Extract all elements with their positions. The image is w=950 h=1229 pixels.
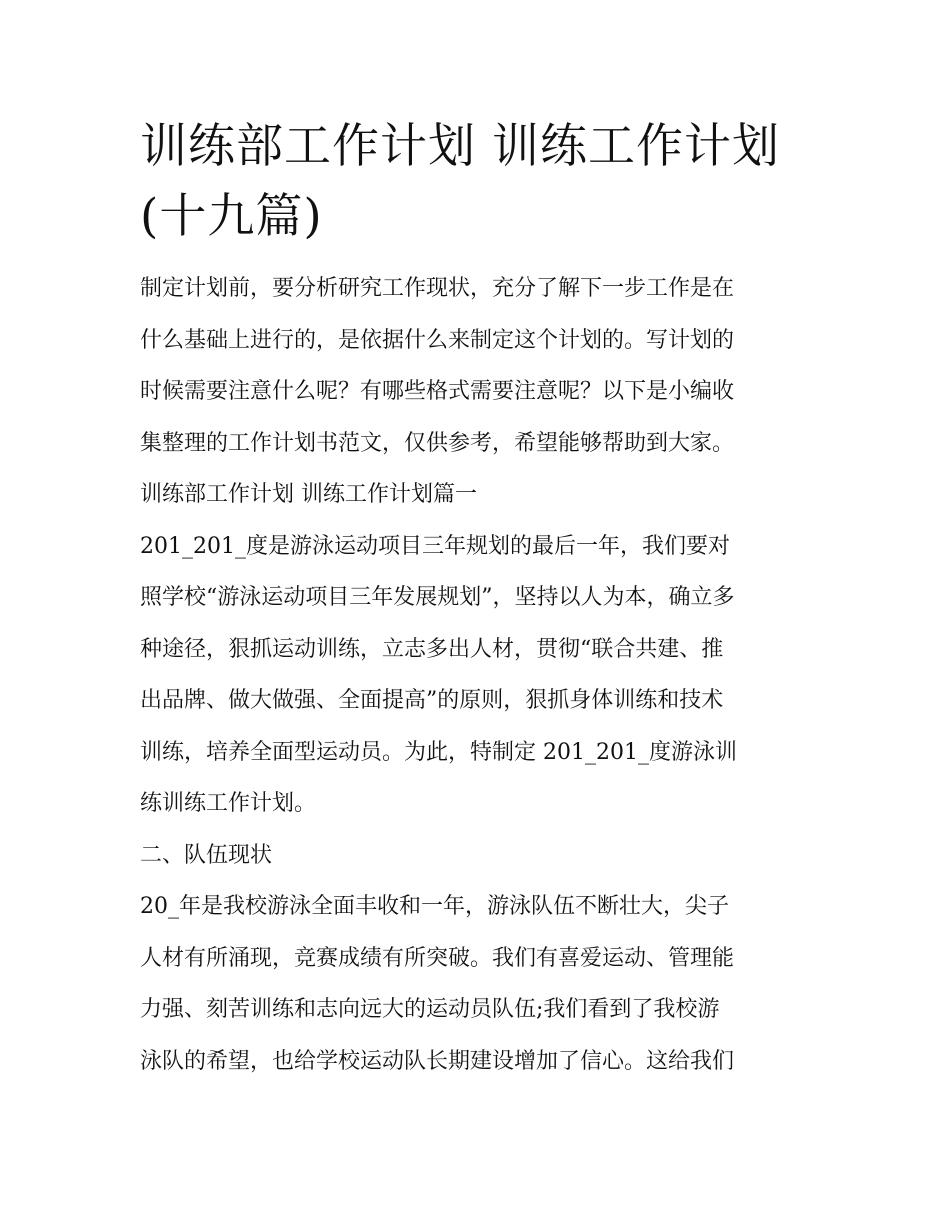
text-line: 训练，培养全面型运动员。为此，特制定 201_201_度游泳训 (140, 739, 737, 765)
text-line: 照学校“游泳运动项目三年发展规划”，坚持以人为本，确立多 (140, 585, 735, 610)
text-line: 集整理的工作计划书范文，仅供参考，希望能够帮助到大家。 (140, 430, 735, 456)
text-line: 力强、刻苦训练和志向远大的运动员队伍;我们看到了我校游 (140, 997, 720, 1022)
title-line: 训练部工作计划 训练工作计划 (140, 119, 780, 174)
text-line: 出品牌、做大做强、全面提高”的原则，狠抓身体训练和技术 (140, 688, 724, 713)
section-heading (140, 830, 820, 882)
plan-paragraph (140, 521, 820, 830)
text-line: 时候需要注意什么呢？有哪些格式需要注意呢？以下是小编收 (140, 379, 735, 404)
text-line: 种途径，狠抓运动训练，立志多出人材，贯彻“联合共建、推 (140, 636, 724, 662)
section-heading (140, 469, 820, 521)
text-line: 训练部工作计划 训练工作计划篇一 (140, 482, 477, 507)
text-line: 泳队的希望，也给学校运动队长期建设增加了信心。这给我们 (140, 1048, 735, 1074)
text-line: 练训练工作计划。 (140, 791, 317, 816)
team-status-paragraph (140, 881, 820, 1087)
document-title (140, 112, 820, 252)
text-line: 什么基础上进行的，是依据什么来制定这个计划的。写计划的 (140, 327, 735, 353)
text-line: 201_201_度是游泳运动项目三年规划的最后一年，我们要对 (140, 533, 730, 559)
intro-paragraph (140, 263, 820, 469)
text-line: 制定计划前，要分析研究工作现状，充分了解下一步工作是在 (140, 276, 735, 301)
text-line: 人材有所涌现，竞赛成绩有所突破。我们有喜爱运动、管理能 (140, 945, 735, 971)
text-line: 20_年是我校游泳全面丰收和一年，游泳队伍不断壮大，尖子 (140, 894, 729, 919)
document-page (140, 112, 820, 1087)
title-line: (十九篇) (140, 189, 323, 244)
document-body (140, 263, 820, 1087)
text-line: 二、队伍现状 (140, 842, 273, 868)
